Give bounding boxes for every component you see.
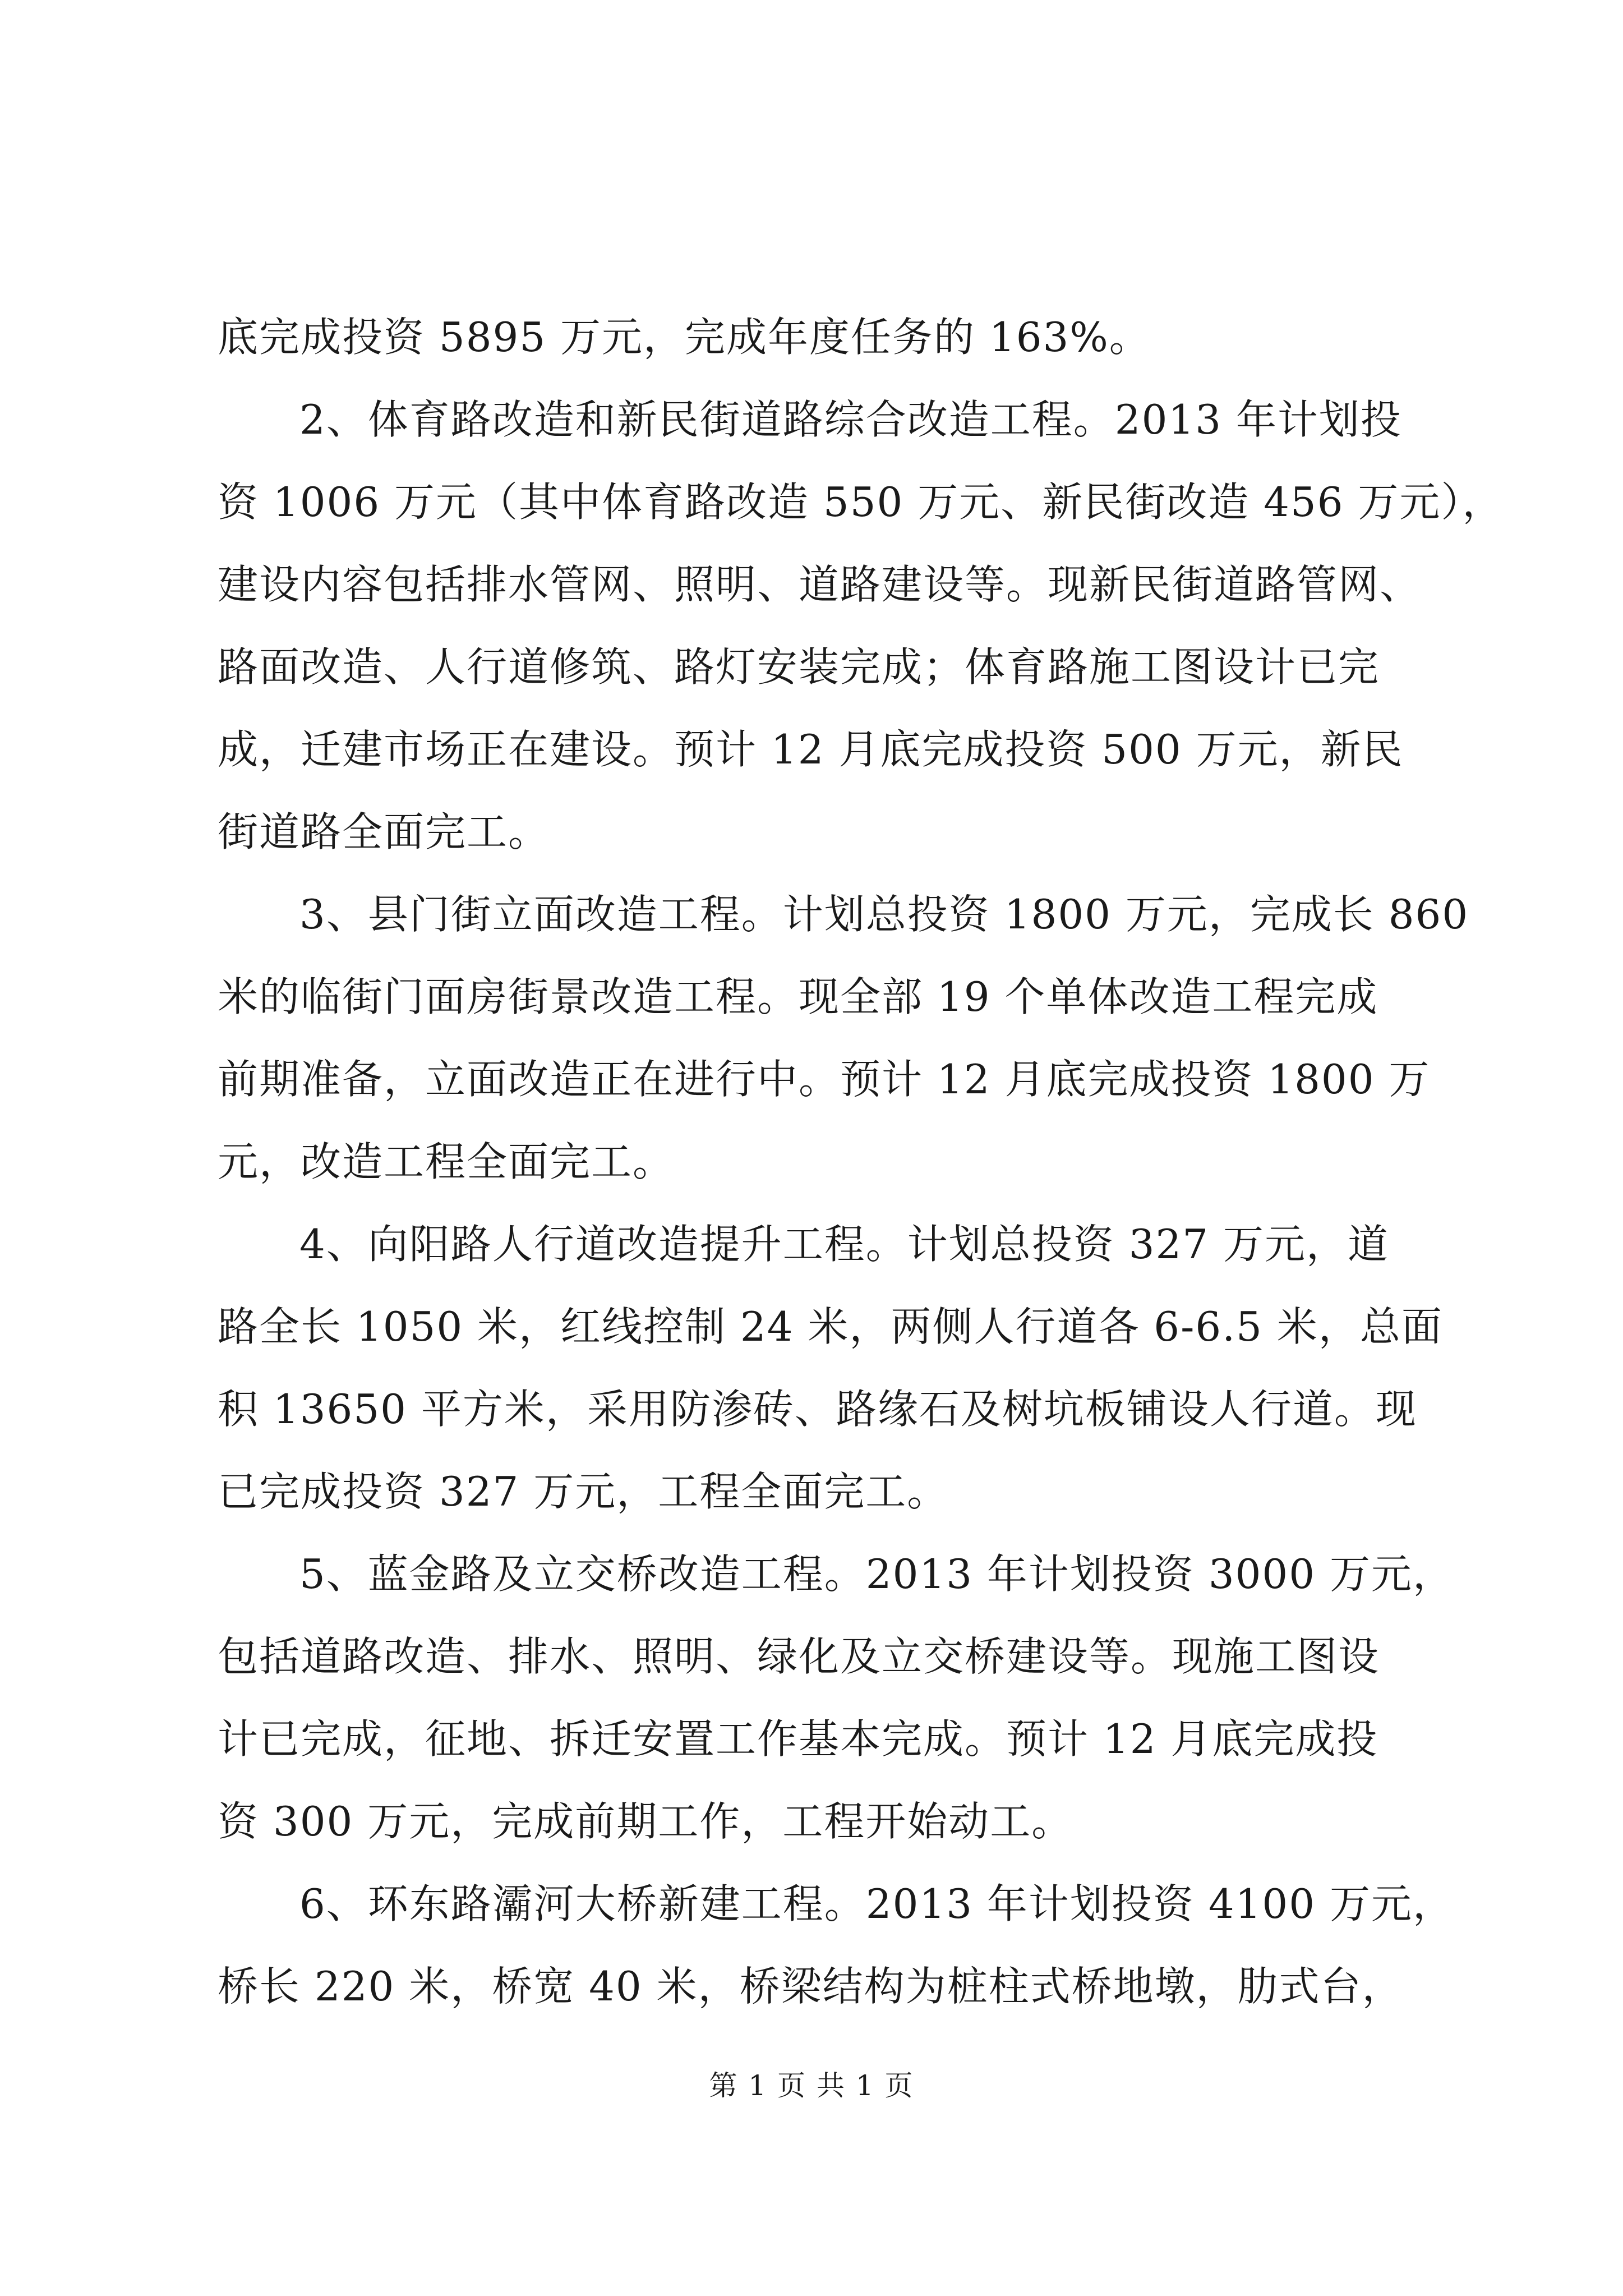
text-line: 积 13650 平方米，采用防渗砖、路缘石及树坑板铺设人行道。现 <box>218 1386 1417 1433</box>
paragraph-4-start: 4、向阳路人行道改造提升工程。计划总投资 327 万元，道 <box>299 1221 1390 1268</box>
paragraph-2-start: 2、体育路改造和新民街道路综合改造工程。2013 年计划投 <box>299 396 1402 443</box>
text-line: 已完成投资 327 万元，工程全面完工。 <box>218 1468 949 1515</box>
text-line: 街道路全面完工。 <box>218 808 550 855</box>
paragraph-6-start: 6、环东路灞河大桥新建工程。2013 年计划投资 4100 万元， <box>299 1880 1454 1927</box>
text-line: 桥长 220 米，桥宽 40 米，桥梁结构为桩柱式桥地墩，肋式台， <box>218 1963 1404 2010</box>
text-line: 底完成投资 5895 万元，完成年度任务的 163%。 <box>218 314 1151 361</box>
document-body <box>218 296 1504 2028</box>
page-footer: 第 1 页 共 1 页 <box>709 2069 914 2102</box>
text-line: 资 1006 万元（其中体育路改造 550 万元、新民街改造 456 万元）， <box>218 478 1504 526</box>
text-line: 成，迁建市场正在建设。预计 12 月底完成投资 500 万元，新民 <box>218 726 1404 773</box>
paragraph-3-start: 3、县门街立面改造工程。计划总投资 1800 万元，完成长 860 <box>299 891 1469 938</box>
text-line: 建设内容包括排水管网、照明、道路建设等。现新民街道路管网、 <box>218 561 1422 608</box>
paragraph-5-start: 5、蓝金路及立交桥改造工程。2013 年计划投资 3000 万元， <box>299 1550 1454 1598</box>
text-line: 包括道路改造、排水、照明、绿化及立交桥建设等。现施工图设 <box>218 1633 1380 1680</box>
text-line: 计已完成，征地、拆迁安置工作基本完成。预计 12 月底完成投 <box>218 1715 1378 1763</box>
text-line: 资 300 万元，完成前期工作，工程开始动工。 <box>218 1798 1073 1845</box>
text-line: 前期准备，立面改造正在进行中。预计 12 月底完成投资 1800 万 <box>218 1056 1431 1103</box>
text-line: 路全长 1050 米，红线控制 24 米，两侧人行道各 6-6.5 米，总面 <box>218 1303 1443 1350</box>
text-line: 路面改造、人行道修筑、路灯安装完成；体育路施工图设计已完 <box>218 643 1380 691</box>
text-line: 米的临街门面房街景改造工程。现全部 19 个单体改造工程完成 <box>218 973 1378 1020</box>
text-line: 元，改造工程全面完工。 <box>218 1138 675 1185</box>
